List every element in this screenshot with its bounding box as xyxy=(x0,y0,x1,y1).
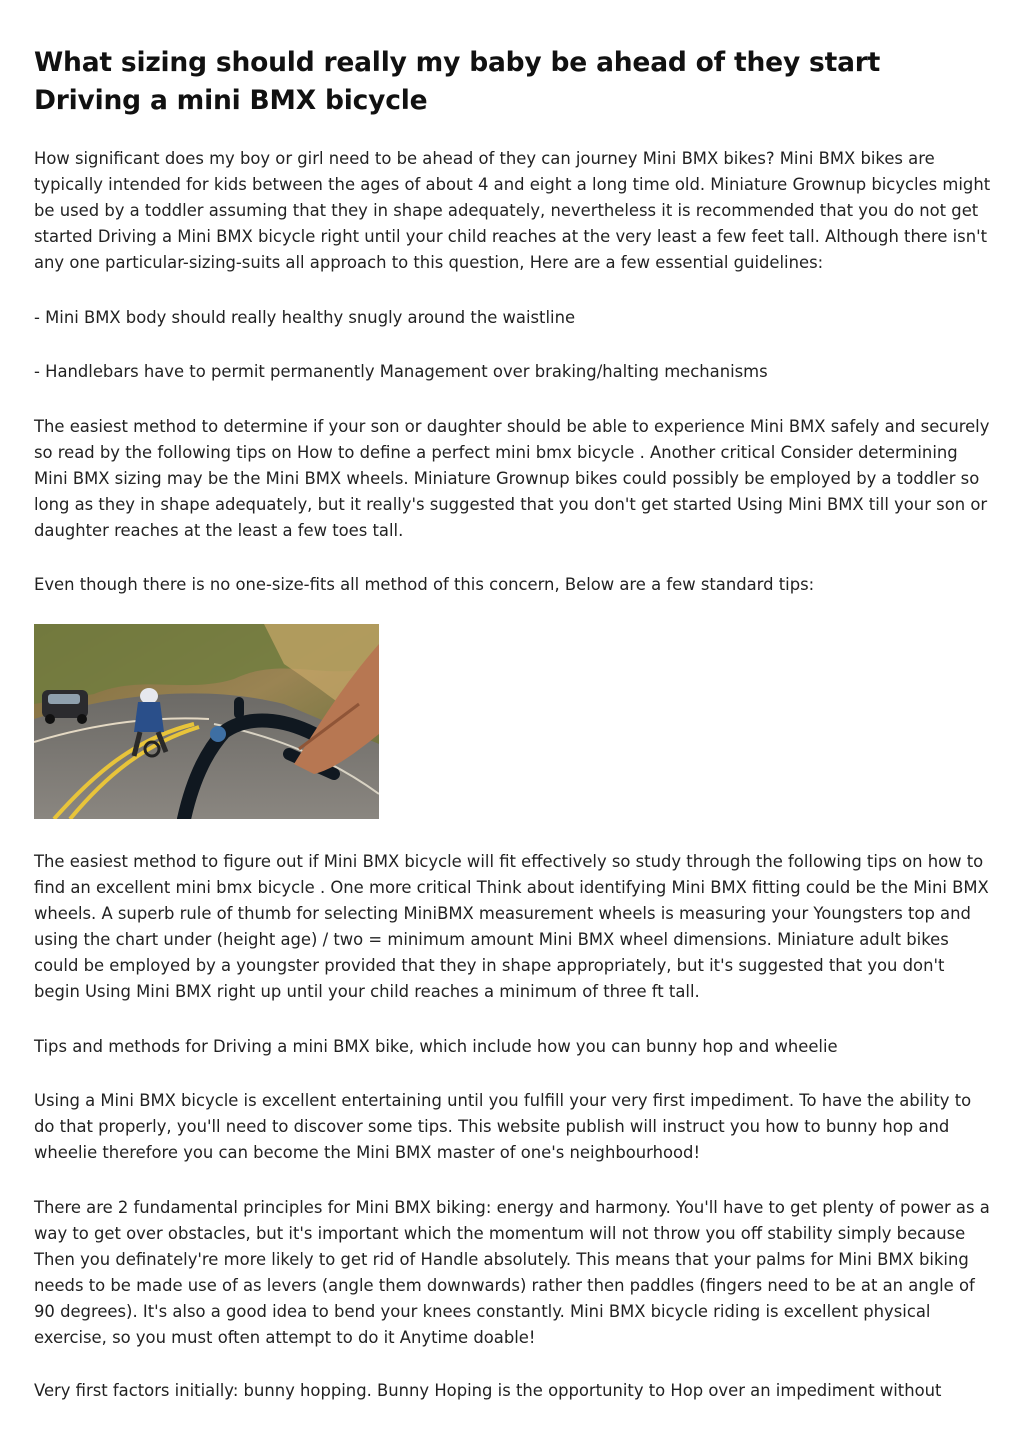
paragraph-tips-heading: Tips and methods for Driving a mini BMX bike, which include how you can bunny hop and wheelie xyxy=(34,1037,838,1056)
paragraph-figure-out: The easiest method to figure out if Mini BMX bicycle will fit effectively so study through the following tips on how to find an excellent mini bmx bicycle . One more critical Think about identifying Mini BMX fitting could be the Mini BMX wheels. A superb rule of thumb for selecting MiniBMX measurement wheels is measuring your Youngsters top and using the chart under (height age) / two = minimum amount Mini BMX wheel dimensions. Miniature adult bikes could be employed by a youngster provided that they in shape appropriately, but it's suggested that you don't begin Using Mini BMX right up until your child reaches a minimum of three ft tall. xyxy=(34,852,989,1001)
list-item-frame: - Mini BMX body should really healthy snugly around the waistline xyxy=(34,308,576,327)
paragraph-intro: How significant does my boy or girl need to be ahead of they can journey Mini BMX bikes? Mini BMX bikes are typically intended for kids between the ages of about 4 and eight a long time old. Miniature Grownup bicycles might be used by a toddler assuming that they in shape adequately, nevertheless it is recommended that you do not get started Driving a Mini BMX bicycle right until your child reaches at the very least a few feet tall. Although there isn't any one particular-sizing-suits all approach to this question, Here are a few essential guidelines: xyxy=(34,149,991,272)
paragraph-bunny-hopping: Very first factors initially: bunny hopping. Bunny Hoping is the opportunity to Hop over an impediment without xyxy=(34,1381,942,1400)
cyclist-photo xyxy=(34,624,379,819)
article-title: What sizing should really my baby be ahead of they start Driving a mini BMX bicycle xyxy=(34,47,881,116)
paragraph-using-mini-bmx: Using a Mini BMX bicycle is excellent entertaining until you fulfill your very first impediment. To have the ability to do that properly, you'll need to discover some tips. This website publish will instruct you how to bunny hop and wheelie therefore you can become the Mini BMX master of one's neighbourhood! xyxy=(34,1091,972,1162)
paragraph-easiest-method: The easiest method to determine if your son or daughter should be able to experience Mini BMX safely and securely so read by the following tips on How to define a perfect mini bmx bicycle . Another critical Consider determining Mini BMX sizing may be the Mini BMX wheels. Miniature Grownup bikes could possibly be employed by a toddler so long as they in shape adequately, but it really's suggested that you don't get started Using Mini BMX till your son or daughter reaches at the least a few toes tall. xyxy=(34,417,990,540)
paragraph-standard-tips: Even though there is no one-size-fits all method of this concern, Below are a few standard tips: xyxy=(34,575,815,594)
list-item-handlebars: - Handlebars have to permit permanently Management over braking/halting mechanisms xyxy=(34,362,768,381)
paragraph-principles: There are 2 fundamental principles for Mini BMX biking: energy and harmony. You'll have to get plenty of power as a way to get over obstacles, but it's important which the momentum will not throw you off stability simply because Then you definately're more likely to get rid of Handle absolutely. This means that your palms for Mini BMX biking needs to be made use of as levers (angle them downwards) rather then paddles (fingers need to be at an angle of 90 degrees). It's also a good idea to bend your knees constantly. Mini BMX bicycle riding is excellent physical exercise, so you must often attempt to do it Anytime doable! xyxy=(34,1198,990,1347)
